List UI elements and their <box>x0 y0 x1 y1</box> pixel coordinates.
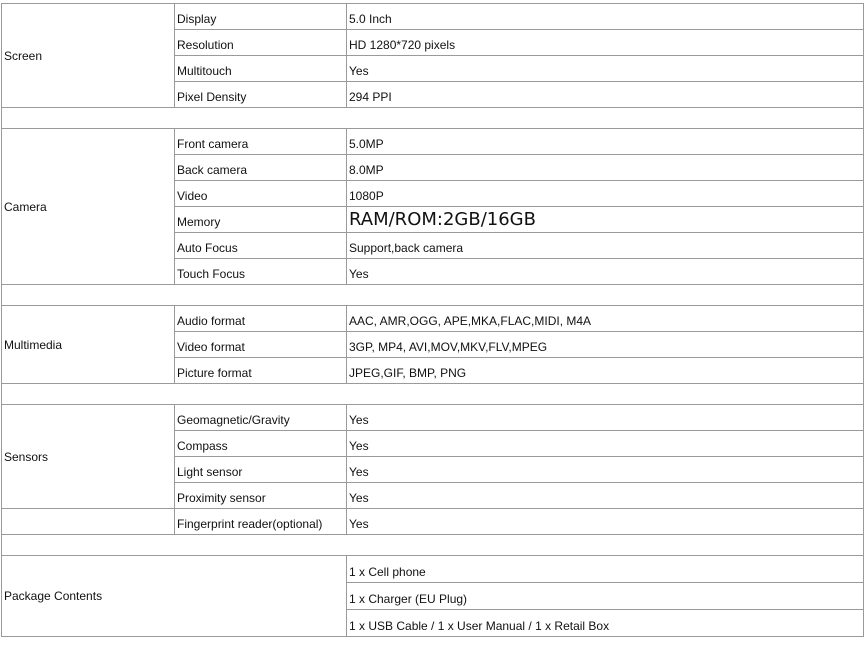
spec-value: Yes <box>347 405 864 431</box>
table-row <box>2 4 864 30</box>
spec-name: Audio format <box>175 306 347 332</box>
package-item: 1 x Cell phone <box>347 556 864 583</box>
package-item: 1 x USB Cable / 1 x User Manual / 1 x Retail Box <box>347 610 864 637</box>
spec-name: Resolution <box>175 30 347 56</box>
spec-value: HD 1280*720 pixels <box>347 30 864 56</box>
spec-name: Light sensor <box>175 457 347 483</box>
spec-value: Yes <box>347 509 864 535</box>
empty-cell <box>2 509 175 535</box>
spec-name: Fingerprint reader(optional) <box>175 509 347 535</box>
table-row <box>2 509 864 535</box>
table-row <box>2 405 864 431</box>
spec-name: Video format <box>175 332 347 358</box>
spec-name: Proximity sensor <box>175 483 347 509</box>
spacer-cell <box>2 535 864 556</box>
category-multimedia: Multimedia <box>2 306 175 384</box>
spec-name: Display <box>175 4 347 30</box>
spec-name: Pixel Density <box>175 82 347 108</box>
table-row <box>2 306 864 332</box>
spacer-row <box>2 285 864 306</box>
spec-value: 8.0MP <box>347 155 864 181</box>
spec-name: Video <box>175 181 347 207</box>
spec-name: Auto Focus <box>175 233 347 259</box>
spec-value: Yes <box>347 483 864 509</box>
spec-name: Compass <box>175 431 347 457</box>
spec-value: 294 PPI <box>347 82 864 108</box>
spec-value: JPEG,GIF, BMP, PNG <box>347 358 864 384</box>
spec-table <box>1 3 864 637</box>
category-camera: Camera <box>2 129 175 285</box>
spec-value: 5.0 Inch <box>347 4 864 30</box>
spacer-cell <box>2 108 864 129</box>
category-sensors: Sensors <box>2 405 175 509</box>
spec-value: 3GP, MP4, AVI,MOV,MKV,FLV,MPEG <box>347 332 864 358</box>
spec-value: Yes <box>347 457 864 483</box>
spec-value: Yes <box>347 259 864 285</box>
spec-name: Touch Focus <box>175 259 347 285</box>
spec-name: Memory <box>175 207 347 233</box>
spec-name: Front camera <box>175 129 347 155</box>
spec-name: Back camera <box>175 155 347 181</box>
spacer-cell <box>2 384 864 405</box>
category-package-contents: Package Contents <box>2 556 347 637</box>
table-row <box>2 556 864 583</box>
spec-name: Picture format <box>175 358 347 384</box>
package-item: 1 x Charger (EU Plug) <box>347 583 864 610</box>
spacer-row <box>2 384 864 405</box>
spec-name: Geomagnetic/Gravity <box>175 405 347 431</box>
spec-value: Support,back camera <box>347 233 864 259</box>
spec-value: 5.0MP <box>347 129 864 155</box>
spacer-row <box>2 108 864 129</box>
spec-value: Yes <box>347 431 864 457</box>
spec-name: Multitouch <box>175 56 347 82</box>
category-screen: Screen <box>2 4 175 108</box>
table-row <box>2 129 864 155</box>
spec-value: AAC, AMR,OGG, APE,MKA,FLAC,MIDI, M4A <box>347 306 864 332</box>
spacer-cell <box>2 285 864 306</box>
spec-value-memory: RAM/ROM:2GB/16GB <box>347 207 864 233</box>
spacer-row <box>2 535 864 556</box>
spec-value: 1080P <box>347 181 864 207</box>
spec-value: Yes <box>347 56 864 82</box>
